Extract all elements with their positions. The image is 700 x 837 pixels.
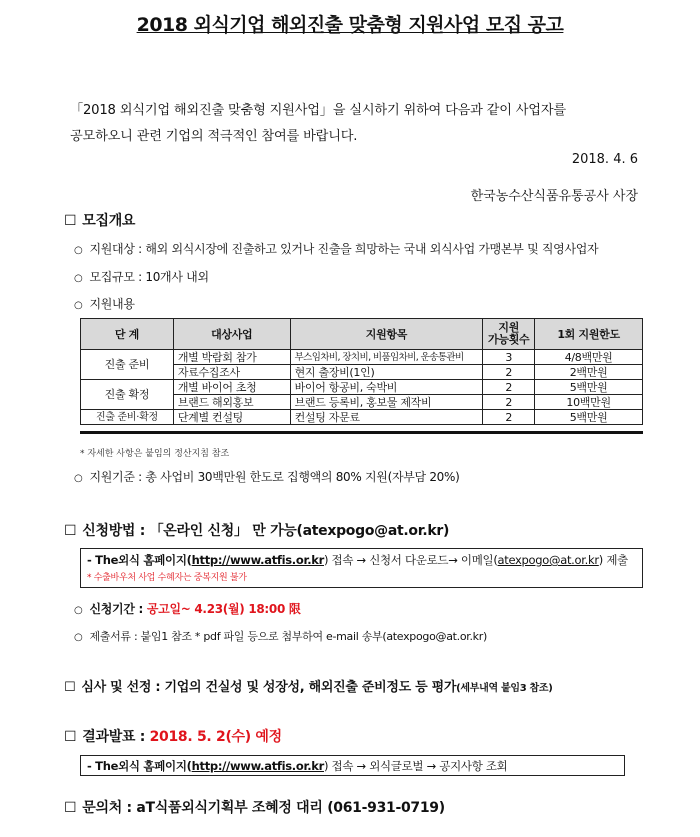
bullet-text: 모집규모 : 10개사 내외: [89, 270, 209, 284]
limit-cell: 4/8백만원: [535, 350, 643, 365]
homepage-link[interactable]: http://www.atfis.or.kr: [191, 553, 324, 567]
intro-line-2: 공모하오니 관련 기업의 적극적인 참여를 바랍니다.: [70, 129, 358, 144]
intro-paragraph: [70, 98, 566, 150]
voucher-note: * 수출바우처 사업 수혜자는 중복지원 불가: [87, 573, 247, 583]
bullet-icon: ○: [74, 473, 83, 484]
table-row: [81, 380, 643, 395]
count-cell: 2: [483, 395, 535, 410]
checkbox-icon: ☐: [64, 680, 76, 695]
stage-cell: 진출 준비·확정: [81, 410, 174, 425]
bullet-icon: ○: [74, 632, 83, 643]
instruction-suffix: ) 접속 → 외식글로벌 → 공지사항 조회: [323, 759, 508, 773]
instruction-prefix: - The외식 홈페이지(: [87, 553, 192, 567]
project-cell: 개별 바이어 초청: [173, 380, 290, 395]
intro-line-1: 「2018 외식기업 해외진출 맞춤형 지원사업」을 실시하기 위하여 다음과 같이 사업자를: [70, 103, 566, 118]
bullet-content: [74, 295, 135, 312]
results-instructions-box: [80, 755, 625, 776]
table-header-row: [81, 319, 643, 350]
section-heading: 신청방법 : 「온라인 신청」 만 가능(atexpogo@at.or.kr): [82, 523, 450, 539]
bullet-target: [74, 240, 598, 257]
announcement-date: 2018. 4. 6: [571, 152, 638, 167]
bullet-period: [74, 600, 301, 617]
application-instructions-box: [80, 548, 643, 588]
checkbox-icon: ☐: [64, 800, 77, 816]
project-cell: 개별 박람회 참가: [173, 350, 290, 365]
section-recruit-overview: [64, 210, 135, 230]
col-header-items: 지원항목: [290, 319, 483, 350]
bullet-criteria: [74, 468, 460, 485]
items-cell: 브랜드 등록비, 홍보물 제작비: [290, 395, 483, 410]
limit-cell: 2백만원: [535, 365, 643, 380]
bullet-icon: ○: [74, 300, 83, 311]
count-cell: 2: [483, 410, 535, 425]
col-header-limit: 1회 지원한도: [535, 319, 643, 350]
project-cell: 자료수집조사: [173, 365, 290, 380]
count-cell: 2: [483, 380, 535, 395]
bullet-icon: ○: [74, 605, 83, 616]
bullet-icon: ○: [74, 245, 83, 256]
instruction-suffix: ) 제출: [598, 553, 628, 567]
checkbox-icon: ☐: [64, 523, 77, 539]
bullet-text: 지원내용: [89, 297, 135, 311]
bullet-text: 제출서류 : 붙임1 참조 * pdf 파일 등으로 첨부하여 e-mail 송부(atexpogo@at.or.kr): [89, 630, 487, 643]
table-row: [81, 350, 643, 365]
section-heading: 모집개요: [82, 213, 136, 229]
section-application-method: [64, 520, 449, 540]
checkbox-icon: ☐: [64, 213, 77, 229]
bullet-icon: ○: [74, 273, 83, 284]
page-title: 2018 외식기업 해외진출 맞춤형 지원사업 모집 공고: [136, 14, 564, 36]
limit-cell: 10백만원: [535, 395, 643, 410]
items-cell: 현지 출장비(1인): [290, 365, 483, 380]
stage-cell: 진출 확정: [81, 380, 174, 410]
table-row: [81, 410, 643, 425]
section-results: [64, 726, 282, 746]
col-header-stage: 단 계: [81, 319, 174, 350]
results-date: 2018. 5. 2(수) 예정: [149, 729, 282, 745]
bullet-text: 지원대상 : 해외 외식시장에 진출하고 있거나 진출을 희망하는 국내 외식사업 가맹본부 및 직영사업자: [89, 242, 599, 256]
stage-cell: 진출 준비: [81, 350, 174, 380]
section-heading: 문의처 : aT식품외식기획부 조혜정 대리 (061-931-0719): [82, 800, 445, 816]
col-header-count-line2: 가능횟수: [488, 333, 530, 346]
email-link[interactable]: atexpogo@at.or.kr: [497, 553, 599, 567]
items-cell: 부스임차비, 장치비, 비품임차비, 운송통관비: [290, 350, 483, 365]
count-cell: 3: [483, 350, 535, 365]
table-bottom-border: [80, 431, 643, 434]
application-instructions: [87, 552, 636, 568]
items-cell: 바이어 항공비, 숙박비: [290, 380, 483, 395]
support-table: [80, 318, 643, 425]
homepage-link[interactable]: http://www.atfis.or.kr: [191, 759, 324, 773]
items-cell: 컨설팅 자문료: [290, 410, 483, 425]
bullet-text: 지원기준 : 총 사업비 30백만원 한도로 집행액의 80% 지원(자부담 20%): [89, 470, 460, 484]
project-cell: 단계별 컨설팅: [173, 410, 290, 425]
period-value: 공고일~ 4.23(월) 18:00 限: [146, 602, 301, 616]
col-header-count-line1: 지원: [498, 321, 520, 334]
section-review-selection: [64, 676, 553, 695]
issuer: 한국농수산식품유통공사 사장: [470, 189, 638, 204]
checkbox-icon: ☐: [64, 729, 77, 745]
section-contact: [64, 797, 445, 817]
limit-cell: 5백만원: [535, 410, 643, 425]
col-header-count: [483, 319, 535, 350]
bullet-scale: [74, 268, 209, 285]
count-cell: 2: [483, 365, 535, 380]
period-label: 신청기간 :: [89, 602, 147, 616]
instruction-mid: ) 접속 → 신청서 다운로드→ 이메일(: [323, 553, 498, 567]
table-note: * 자세한 사항은 붙임의 정산지침 참조: [80, 449, 230, 459]
section-heading: 결과발표 :: [82, 729, 150, 745]
project-cell: 브랜드 해외홍보: [173, 395, 290, 410]
section-heading: 심사 및 선정 : 기업의 건실성 및 성장성, 해외진출 준비정도 등 평가: [81, 680, 457, 695]
bullet-documents: [74, 628, 487, 644]
section-heading-note: (세부내역 붙임3 참조): [456, 683, 553, 694]
instruction-prefix: - The외식 홈페이지(: [87, 759, 192, 773]
limit-cell: 5백만원: [535, 380, 643, 395]
col-header-project: 대상사업: [173, 319, 290, 350]
